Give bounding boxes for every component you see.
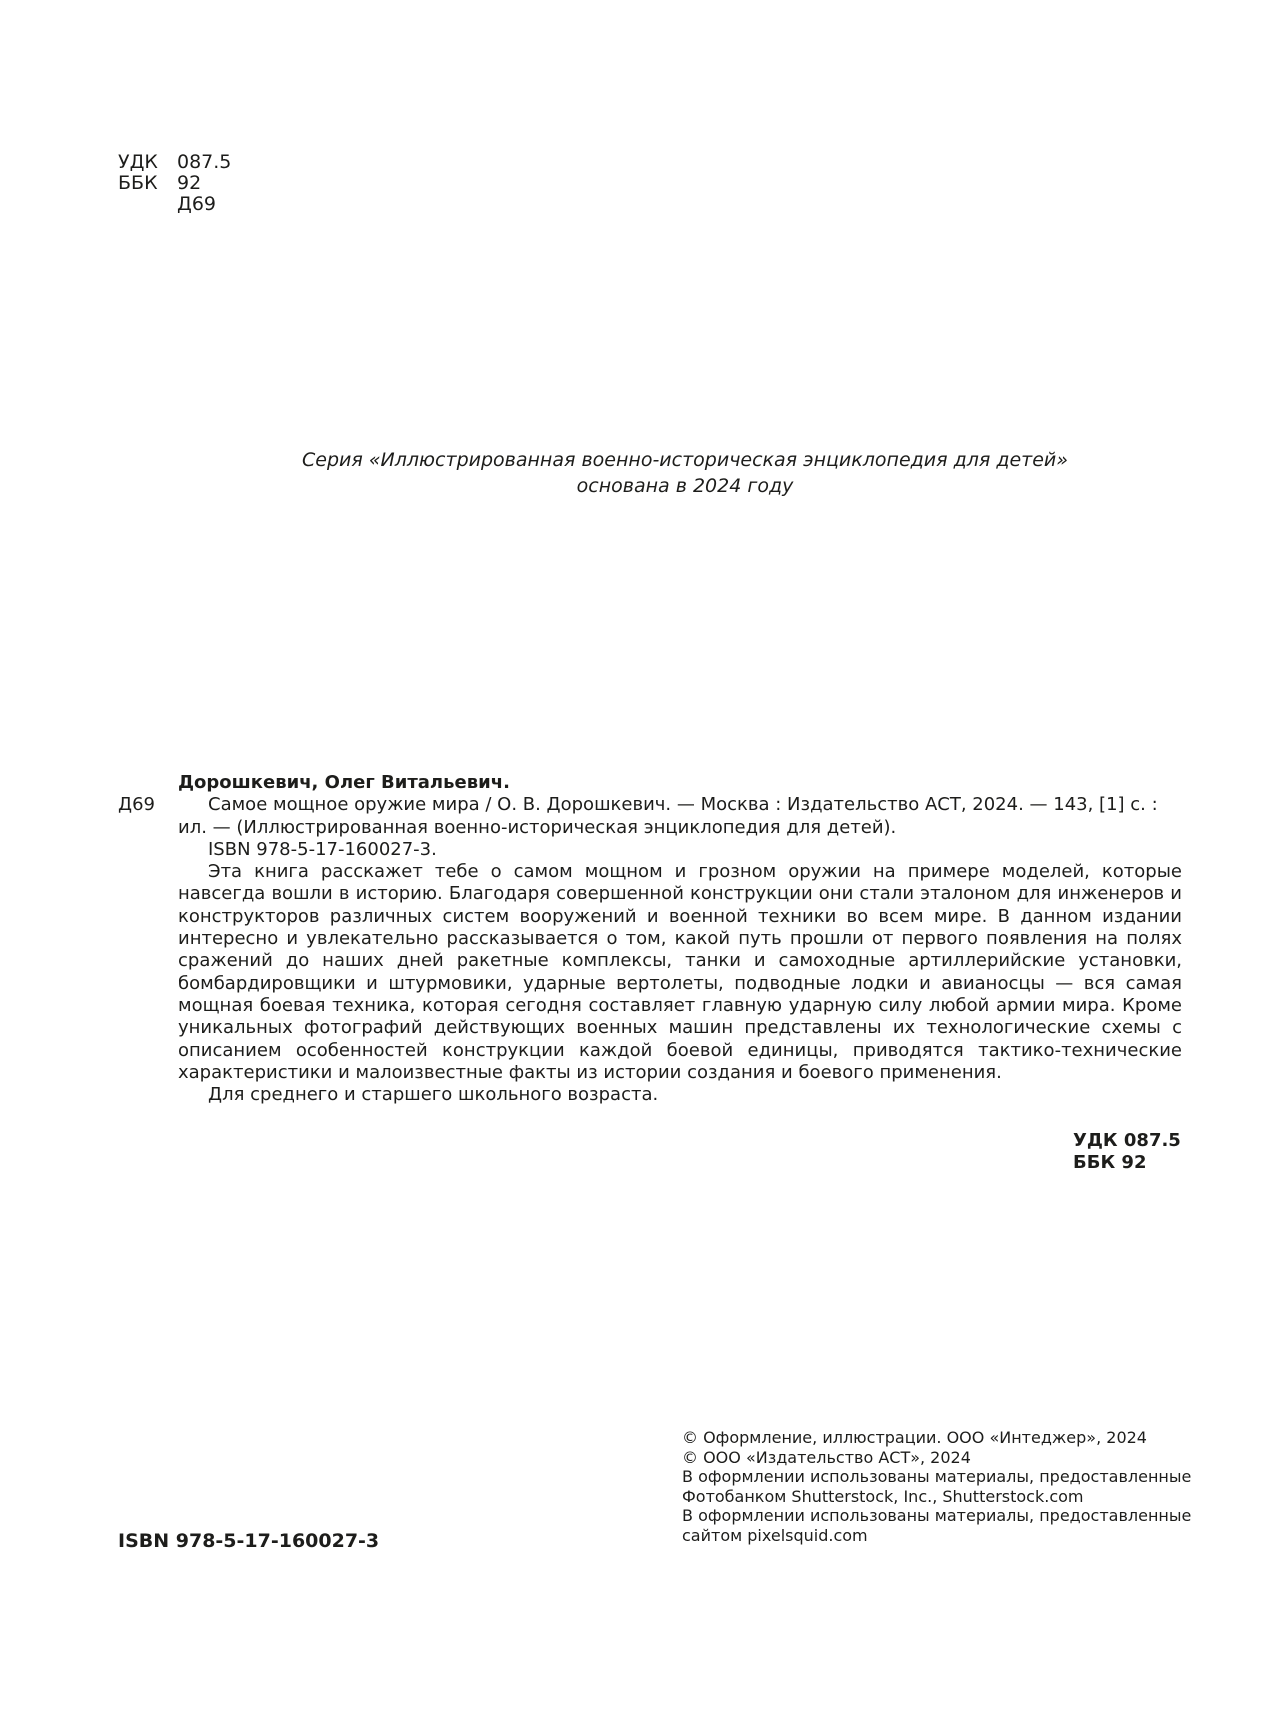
copyright-line-5: В оформлении использованы материалы, предоставленные [682,1506,1192,1525]
author-name: Дорошкевич, Олег Витальевич. [178,772,510,793]
copyright-line-3: В оформлении использованы материалы, предоставленные [682,1467,1192,1486]
catalog-code: Д69 [118,794,155,816]
udk-label: УДК [118,151,158,173]
bbk-value: 92 [177,172,202,194]
final-codes [1073,1130,1181,1174]
bibliographic-line-2: ил. — (Иллюстрированная военно-историческая энциклопедия для детей). [178,816,897,838]
copyright-line-1: © Оформление, иллюстрации. ООО «Интеджер», 2024 [682,1428,1147,1447]
udk-value: 087.5 [177,151,232,173]
isbn-line: ISBN 978-5-17-160027-3. [208,838,437,860]
series-note [250,447,1120,499]
author-code: Д69 [177,193,217,215]
series-line-1: Серия «Иллюстрированная военно-историческая энциклопедия для детей» [302,449,1068,471]
catalog-codes [118,152,231,215]
bbk-label: ББК [118,172,158,194]
audience: Для среднего и старшего школьного возраста. [208,1084,659,1106]
copyright-line-2: © ООО «Издательство АСТ», 2024 [682,1447,971,1467]
bbk-final: ББК 92 [1073,1152,1147,1173]
series-line-2: основана в 2024 году [576,475,794,497]
catalog-card [118,772,1182,1106]
bibliographic-line-1: Самое мощное оружие мира / О. В. Дорошкевич. — Москва : Издательство АСТ, 2024. — 143, [1] с. : [208,794,1158,816]
isbn-bold: ISBN 978-5-17-160027-3 [118,1530,380,1552]
udk-final: УДК 087.5 [1073,1130,1181,1151]
copyright-line-4: Фотобанком Shutterstock, Inc., Shutterstock.com [682,1486,1084,1506]
copyright-block [682,1428,1191,1545]
annotation: Эта книга расскажет тебе о самом мощном и грозном оружии на примере моделей, которые навсегда вошли в историю. Благодаря совершенной конструкции они стали эталоном для инженеров и конструкторов различных систем вооружений и военной техники во всем мире. В данном издании интересно и увлекательно рассказывается о том, какой путь прошли от первого появления на полях сражений до наших дней ракетные комплексы, танки и самоходные артиллерийские установки, бомбардировщики и штурмовики, ударные вертолеты, подводные лодки и авианосцы — вся самая мощная боевая техника, которая сегодня составляет главную ударную силу любой армии мира. Кроме уникальных фотографий действующих военных машин представлены их технологические схемы с описанием особенностей конструкции каждой боевой единицы, приводятся тактико-технические характеристики и малоизвестные факты из истории создания и боевого применения. [178,861,1182,1083]
copyright-line-6: сайтом pixelsquid.com [682,1525,868,1545]
